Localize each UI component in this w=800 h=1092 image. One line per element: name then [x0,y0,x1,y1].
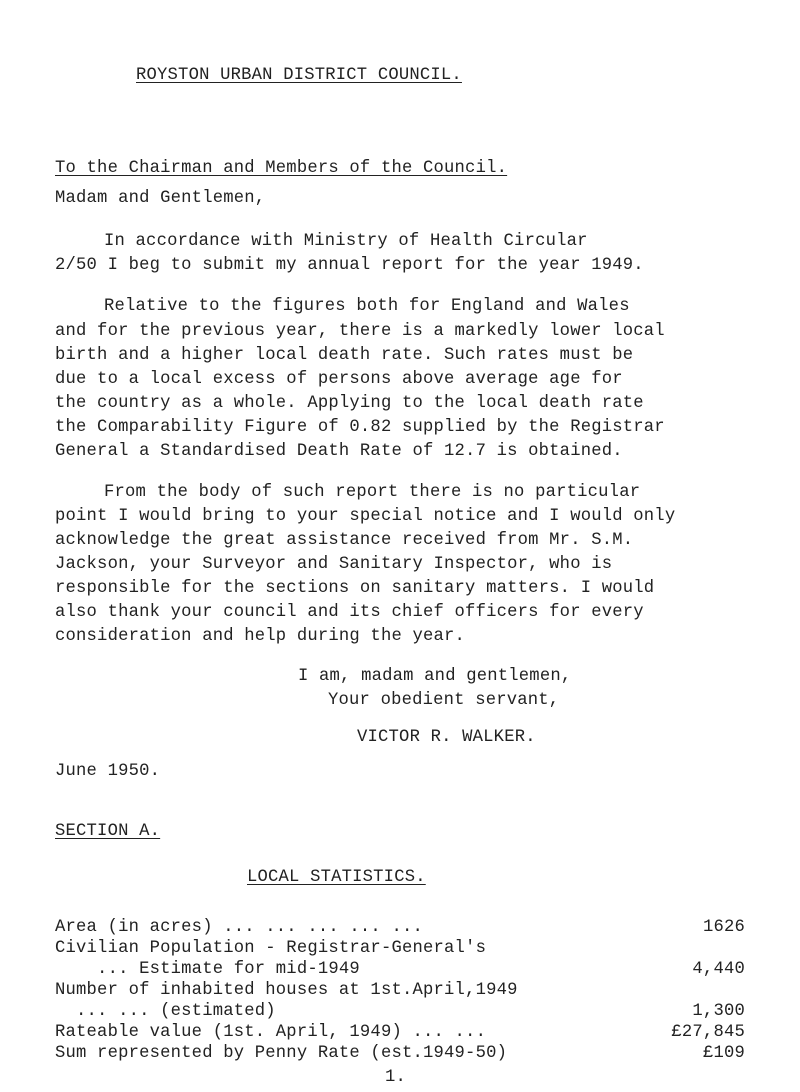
stat-label-houses-estimated: ... ... (estimated) [55,1002,276,1021]
para3-line-4: Jackson, your Surveyor and Sanitary Inspector, who is [55,555,613,574]
stat-value-penny-rate: £109 [702,1044,745,1063]
para3-line-1: From the body of such report there is no particular [104,483,641,502]
para2-line-1: Relative to the figures both for England and Wales [104,297,630,316]
section-heading: LOCAL STATISTICS. [247,868,426,887]
para2-line-3: birth and a higher local death rate. Such rates must be [55,346,634,365]
para3-line-2: point I would bring to your special notice and I would only [55,507,676,526]
section-label: SECTION A. [55,822,161,841]
closing-line-1: I am, madam and gentlemen, [298,667,572,686]
stat-value-houses: 1,300 [692,1002,745,1021]
stat-value-rateable-value: £27,845 [671,1023,745,1042]
para2-line-6: the Comparability Figure of 0.82 supplied by the Registrar [55,418,665,437]
para3-line-6: also thank your council and its chief officers for every [55,603,644,622]
para1-line-1: In accordance with Ministry of Health Circular [104,232,588,251]
stat-label-area: Area (in acres) ... ... ... ... ... [55,918,423,937]
stat-value-population: 4,440 [692,960,745,979]
para2-line-5: the country as a whole. Applying to the local death rate [55,394,644,413]
addressee-line: To the Chairman and Members of the Council. [55,159,508,178]
stat-label-population-estimate: ... Estimate for mid-1949 [55,960,360,979]
stat-label-houses: Number of inhabited houses at 1st.April,1949 [55,981,518,1000]
para1-line-2: 2/50 I beg to submit my annual report for the year 1949. [55,256,644,275]
council-title: ROYSTON URBAN DISTRICT COUNCIL. [136,66,462,85]
greeting-line: Madam and Gentlemen, [55,189,266,208]
para3-line-3: acknowledge the great assistance received from Mr. S.M. [55,531,634,550]
closing-line-2: Your obedient servant, [328,691,560,710]
stat-label-penny-rate: Sum represented by Penny Rate (est.1949-50) [55,1044,508,1063]
stat-label-population: Civilian Population - Registrar-General's [55,939,487,958]
signature: VICTOR R. WALKER. [357,728,536,747]
para3-line-5: responsible for the sections on sanitary matters. I would [55,579,655,598]
stat-label-rateable-value: Rateable value (1st. April, 1949) ... ... [55,1023,487,1042]
para2-line-2: and for the previous year, there is a markedly lower local [55,322,665,341]
para2-line-7: General a Standardised Death Rate of 12.7 is obtained. [55,442,623,461]
para3-line-7: consideration and help during the year. [55,627,466,646]
stat-value-area: 1626 [702,918,745,937]
page-number: 1. [385,1068,407,1087]
para2-line-4: due to a local excess of persons above average age for [55,370,623,389]
report-date: June 1950. [55,762,161,781]
